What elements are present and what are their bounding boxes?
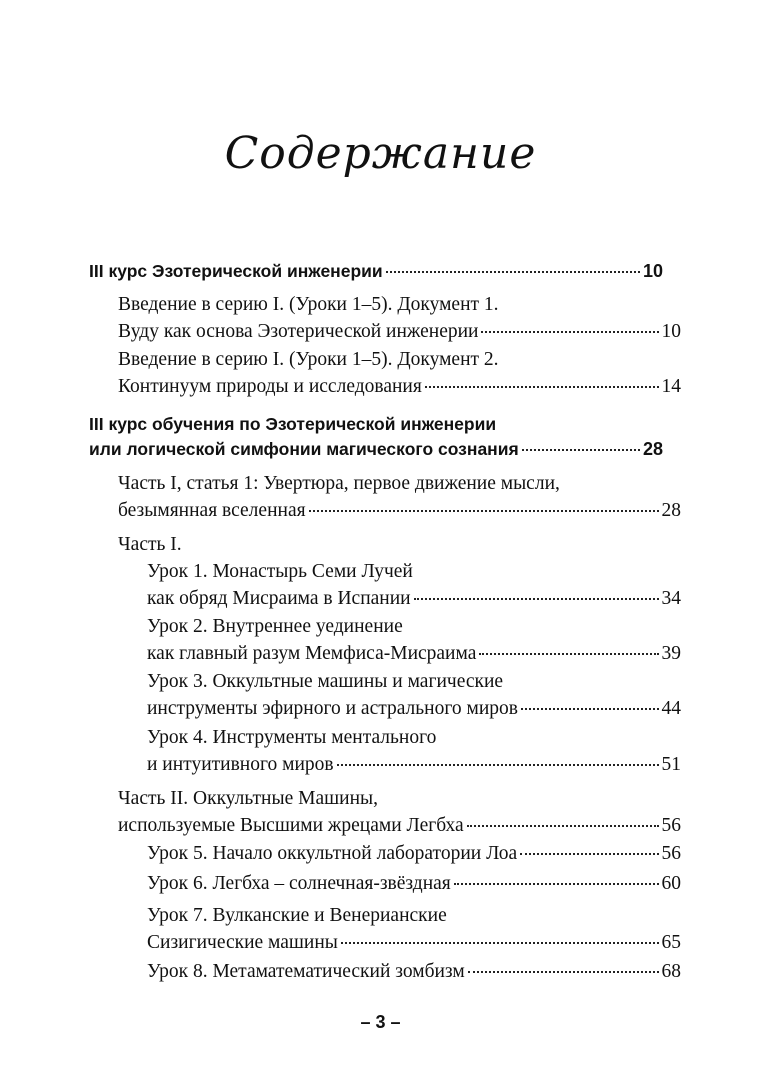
toc-entry-title: III курс обучения по Эзотерической инженерии <box>89 414 497 434</box>
toc-entry-title: Часть II. Оккультные Машины, <box>118 788 378 809</box>
toc-entry <box>118 470 681 524</box>
toc-entry <box>147 558 681 612</box>
toc-entry-title: Введение в серию I. (Уроки 1–5). Документ 2. <box>118 349 499 370</box>
page-number: – 3 – <box>360 1012 401 1032</box>
toc-entry <box>147 870 681 897</box>
toc-entry-title: как обряд Мисраима в Испании <box>147 588 411 609</box>
dot-leader <box>414 598 659 600</box>
toc-entry-title: III курс Эзотерической инженерии <box>89 261 383 281</box>
toc-page-number: 56 <box>661 815 681 836</box>
toc-page-number: 39 <box>661 643 681 664</box>
toc-page-number: 44 <box>661 698 681 719</box>
toc-part-heading <box>118 531 681 558</box>
toc-page-number: 60 <box>661 873 681 894</box>
dot-leader <box>386 271 640 273</box>
toc-entry-title: Введение в серию I. (Уроки 1–5). Документ 1. <box>118 294 499 315</box>
toc-entry-title: Урок 5. Начало оккультной лаборатории Лоа <box>147 843 518 864</box>
toc-entry-title: Урок 1. Монастырь Семи Лучей <box>147 561 413 582</box>
toc-page-number: 65 <box>661 932 681 953</box>
toc-entry-title: Урок 3. Оккультные машины и магические <box>147 671 504 692</box>
toc-entry <box>147 724 681 778</box>
page-title: Содержание <box>224 128 537 179</box>
toc-entry <box>118 785 681 839</box>
toc-entry-title: Вуду как основа Эзотерической инженерии <box>118 321 479 342</box>
toc-entry-title: Часть I. <box>118 534 182 555</box>
toc-entry-title: Часть I, статья 1: Увертюра, первое движение мысли, <box>118 473 560 494</box>
dot-leader <box>454 883 659 885</box>
toc-page-number: 34 <box>661 588 681 609</box>
dot-leader <box>467 825 659 827</box>
toc-entry-title: Урок 2. Внутреннее уединение <box>147 616 403 637</box>
toc-entry <box>147 668 681 722</box>
toc-page-number: 56 <box>661 843 681 864</box>
toc-page-number: 10 <box>661 321 681 342</box>
toc-entry-title: Сизигические машины <box>147 932 338 953</box>
toc-page-number: 10 <box>642 261 663 281</box>
dot-leader <box>337 764 659 766</box>
toc-entry <box>147 958 681 985</box>
toc-page-number: 51 <box>661 754 681 775</box>
toc-entry-title: или логической симфонии магического сознания <box>89 439 519 459</box>
toc-entry-title: используемые Высшими жрецами Легбха <box>118 815 464 836</box>
toc-entry-title: безымянная вселенная <box>118 500 306 521</box>
toc-page-number: 14 <box>661 376 681 397</box>
toc-entry-title: как главный разум Мемфиса-Мисраима <box>147 643 477 664</box>
toc-entry <box>147 613 681 667</box>
dot-leader <box>341 942 659 944</box>
toc-entry-title: Урок 4. Инструменты ментального <box>147 727 437 748</box>
toc-entry <box>147 840 681 867</box>
toc-entry-title: Континуум природы и исследования <box>118 376 422 397</box>
dot-leader <box>425 386 659 388</box>
dot-leader <box>481 331 658 333</box>
toc-entry <box>147 902 681 956</box>
dot-leader <box>479 653 658 655</box>
toc-entry-title: Урок 7. Вулканские и Венерианские <box>147 905 447 926</box>
toc-page-number: 28 <box>642 439 663 459</box>
toc-entry-title: и интуитивного миров <box>147 754 334 775</box>
toc-entry-title: Урок 6. Легбха – солнечная-звёздная <box>147 873 451 894</box>
dot-leader <box>521 708 659 710</box>
toc-page-number: 28 <box>661 500 681 521</box>
toc-section-1 <box>89 258 663 285</box>
dot-leader <box>468 971 659 973</box>
toc-entry <box>118 346 681 400</box>
dot-leader <box>520 853 658 855</box>
toc-entry <box>118 291 681 345</box>
dot-leader <box>522 449 640 451</box>
toc-entry-title: инструменты эфирного и астрального миров <box>147 698 518 719</box>
toc-page-number: 68 <box>661 961 681 982</box>
toc-section-2 <box>89 412 663 462</box>
dot-leader <box>309 510 659 512</box>
toc-entry-title: Урок 8. Метаматематический зомбизм <box>147 961 465 982</box>
